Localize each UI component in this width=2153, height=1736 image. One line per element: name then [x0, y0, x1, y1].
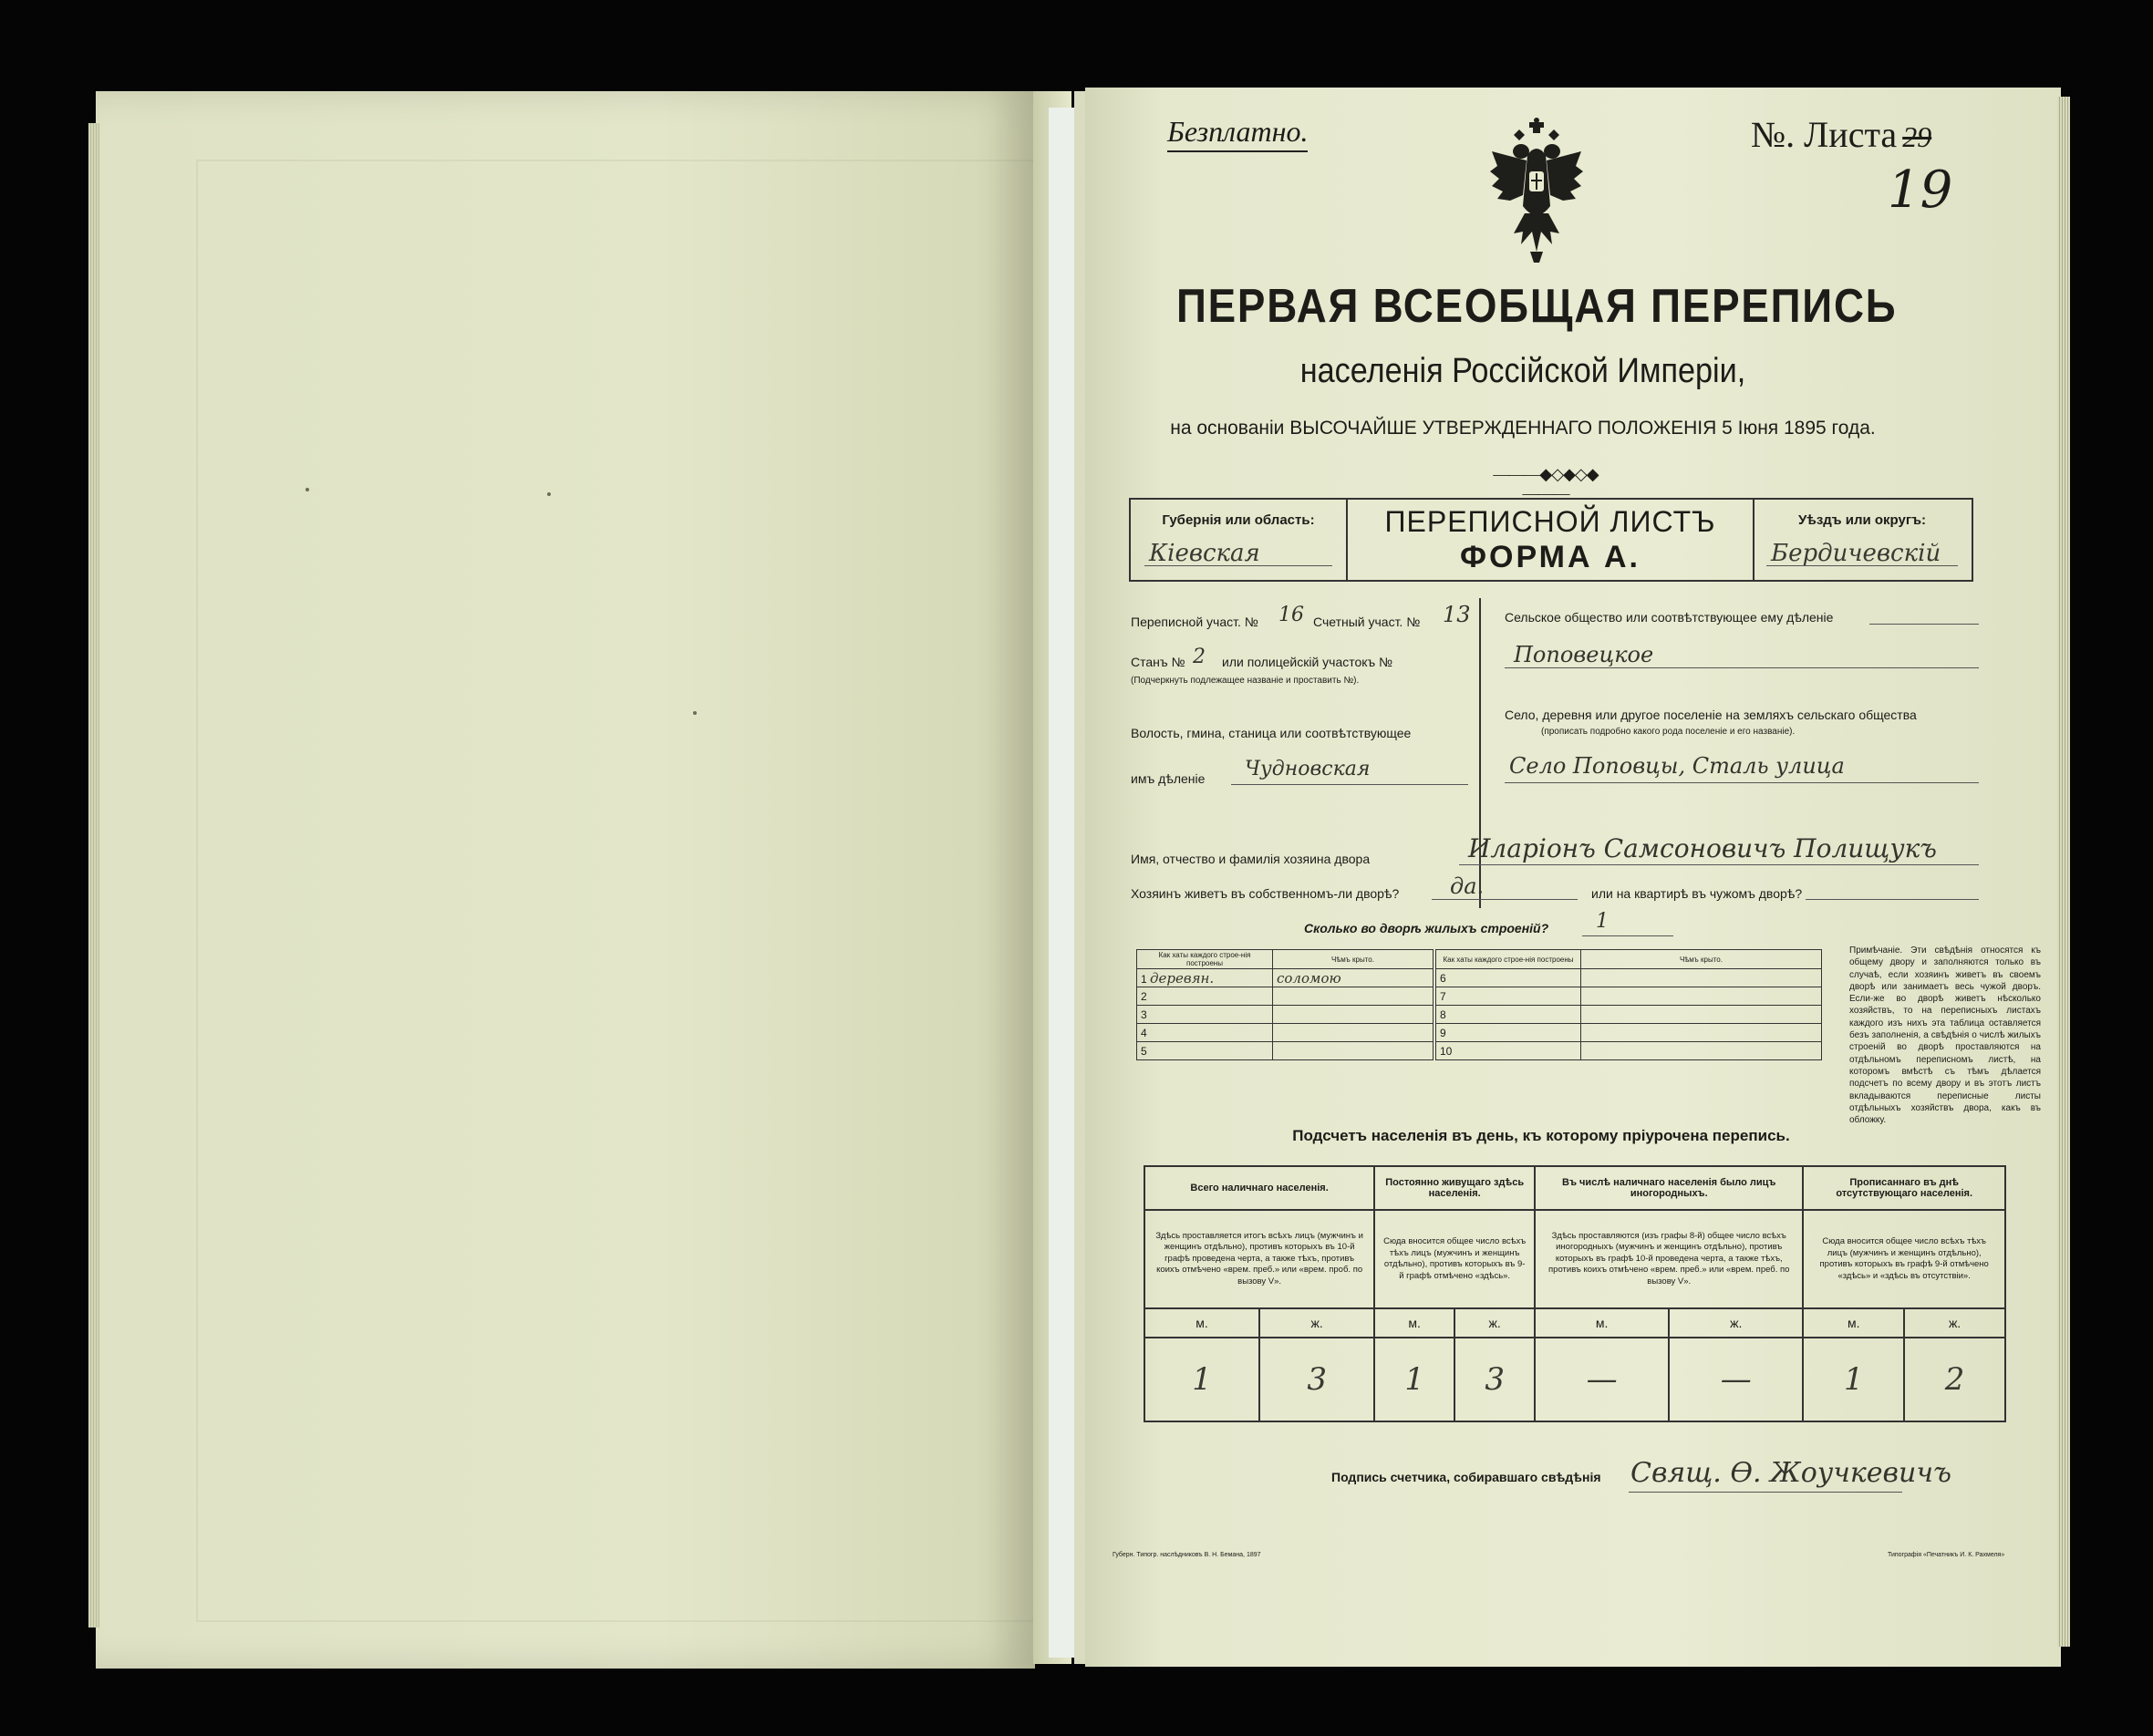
buildings-note: Примѣчаніе. Эти свѣдѣнія относятся къ общему двору и заполняются только въ случаѣ, если хозяинъ живетъ въ своемъ дворѣ или занимаетъ весь чужой дворъ. Если-же во дворѣ живетъ нѣсколько хозяйствъ, то на переписныхъ листахъ каждого изъ нихъ эта таблица оставляется безъ заполненія, а свѣдѣнія о числѣ жилыхъ строеній во дворѣ проставляются на отдѣльномъ переписномъ листѣ, на которомъ вмѣстѣ съ тѣмъ дѣлается подсчетъ по всему двору и въ этотъ листъ вкладываются переписные листы отдѣльныхъ хозяйствъ двора, какъ въ обложку. [1849, 946, 2041, 1126]
row-number: 1 [1141, 972, 1147, 986]
form-title-line-2: ФОРМА А. [1459, 540, 1641, 574]
form-title-line-1: ПЕРЕПИСНОЙ ЛИСТЪ [1384, 505, 1716, 538]
row-number: 8 [1436, 1006, 1581, 1024]
own-yard-line [1432, 899, 1578, 900]
owner-label: Имя, отчество и фамилія хозяина двора [1131, 852, 1371, 866]
total-male-count: 1 [1144, 1338, 1259, 1421]
table-row [1436, 1042, 1822, 1060]
uezd-value: Бердичевскій [1771, 540, 1941, 567]
stan-label: Станъ № [1131, 655, 1185, 669]
row-number: 10 [1436, 1042, 1581, 1060]
table-row [1436, 1006, 1822, 1024]
building-type: деревян. [1150, 969, 1215, 987]
printer-imprint-left: Губерн. Типогр. наслѣдниковъ В. Н. Бемана, 1897 [1113, 1552, 1261, 1558]
gubernia-line [1144, 565, 1332, 566]
free-label: Безплатно. [1167, 115, 1308, 152]
sex-male-label: м. [1535, 1308, 1669, 1338]
left-page-show-through [196, 160, 1039, 1622]
stan-value: 2 [1193, 646, 1206, 668]
sheet-number-label: №. Листа [1751, 114, 1898, 155]
village-value: Село Поповцы, Сталь улица [1509, 753, 1845, 779]
society-line-2 [1505, 667, 1979, 668]
owner-value: Иларіонъ Самсоновичъ Полищукъ [1468, 833, 1937, 863]
table-row [1436, 969, 1822, 987]
volost-label: Волость, гмина, станица или соотвѣтствующее [1131, 726, 1412, 740]
right-page-edge [2057, 97, 2070, 1647]
volost-label-2: имъ дѣленіе [1131, 771, 1206, 786]
census-legal-basis: на основаніи ВЫСОЧАЙШЕ УТВЕРЖДЕННАГО ПОЛОЖЕНІЯ 5 Іюня 1895 года. [1170, 418, 1876, 439]
rented-label: или на квартирѣ въ чужомъ дворѣ? [1591, 886, 1803, 901]
total-female-count: 3 [1259, 1338, 1374, 1421]
permanent-male-count: 1 [1374, 1338, 1454, 1421]
census-title: ПЕРВАЯ ВСЕОБЩАЯ ПЕРЕПИСЬ [1175, 280, 1898, 333]
buildings-count-line [1582, 935, 1673, 936]
census-district-value: 16 [1278, 604, 1304, 626]
row-number: 9 [1436, 1024, 1581, 1042]
sheet-number [1751, 113, 1931, 156]
row-number: 6 [1436, 969, 1581, 987]
table-row [1137, 969, 1434, 987]
census-district-label: Переписной участ. № [1131, 615, 1258, 629]
uezd-label: Уѣздъ или округъ: [1797, 512, 1927, 528]
village-line [1505, 782, 1979, 783]
buildings-count-label: Сколько во дворѣ жилыхъ строеній? [1304, 921, 1549, 935]
enumerator-signature: Свящ. Ѳ. Жоучкевичъ [1630, 1457, 1951, 1489]
volost-value: Чудновская [1245, 758, 1371, 780]
buildings-col-roof: Чѣмъ крыто. [1273, 950, 1434, 969]
sex-male-label: м. [1374, 1308, 1454, 1338]
sheet-number-struck: 29 [1902, 120, 1932, 153]
police-district-label: или полицейскій участокъ № [1222, 655, 1393, 669]
absent-female-count: 2 [1904, 1338, 2005, 1421]
society-value: Поповецкое [1514, 642, 1654, 667]
rented-line [1806, 899, 1979, 900]
population-desc-total: Здѣсь проставляется итогъ всѣхъ лицъ (мужчинъ и женщинъ отдѣльно), противъ которыхъ въ 10-й графѣ проведена черта, а также тѣхъ, противъ коихъ отмѣчено «врем. преб.» или «врем. проб. по вызову V». [1144, 1210, 1374, 1308]
gubernia-value: Кіевская [1149, 540, 1260, 567]
village-note: (прописать подробно какого рода поселеніе и его названіе). [1541, 727, 1796, 737]
sex-female-label: ж. [1904, 1308, 2005, 1338]
sex-female-label: ж. [1259, 1308, 1374, 1338]
peasants-male-count: — [1535, 1338, 1669, 1421]
population-head-total: Всего наличнаго населенія. [1144, 1166, 1374, 1210]
row-number: 7 [1436, 987, 1581, 1006]
absent-male-count: 1 [1803, 1338, 1904, 1421]
left-page [96, 91, 1035, 1669]
own-yard-label: Хозяинъ живетъ въ собственномъ-ли дворѣ? [1131, 886, 1400, 901]
buildings-col-roof-2: Чѣмъ крыто. [1581, 950, 1822, 969]
buildings-table-left [1136, 949, 1434, 1060]
stan-note: (Подчеркнуть подлежащее названіе и проставить №). [1131, 676, 1360, 686]
row-number: 3 [1137, 1006, 1273, 1024]
counting-district-label: Счетный участ. № [1313, 615, 1421, 629]
signature-line [1629, 1492, 1902, 1493]
population-head-absent: Прописаннаго въ днѣ отсутствующаго населенія. [1803, 1166, 2005, 1210]
population-desc-peasants: Здѣсь проставляются (изъ графы 8-й) общее число всѣхъ иногородныхъ (мужчинъ и женщинъ отдѣльно), противъ которыхъ въ графѣ 10-й проведена черта, а также тѣхъ, противъ коихъ отмѣчено «врем. преб.» или «врем. преб. по вызову V». [1535, 1210, 1803, 1308]
imperial-eagle-icon [1486, 115, 1587, 270]
table-row [1436, 987, 1822, 1006]
gubernia-box [1129, 498, 1346, 582]
sex-female-label: ж. [1669, 1308, 1803, 1338]
permanent-female-count: 3 [1454, 1338, 1535, 1421]
row-number: 4 [1137, 1024, 1273, 1042]
sheet-number-handwritten: 19 [1888, 160, 1953, 220]
buildings-col-type: Как хаты каждого строе-нія построены [1137, 950, 1273, 969]
paper-speck [693, 711, 697, 715]
population-head-permanent: Постоянно живущаго здѣсь населенія. [1374, 1166, 1535, 1210]
printer-imprint-right: Типографія «Печатникъ И. К. Рахмеля» [1888, 1552, 2005, 1558]
paper-speck [305, 488, 309, 491]
population-title: Подсчетъ населенія въ день, къ которому пріурочена перепись. [1292, 1127, 1790, 1144]
table-row [1137, 1006, 1434, 1024]
table-row [1436, 1024, 1822, 1042]
sex-male-label: м. [1144, 1308, 1259, 1338]
building-roof: соломою [1273, 969, 1434, 987]
own-yard-value: да. [1450, 873, 1485, 899]
form-title-box [1346, 498, 1754, 582]
population-desc-permanent: Сюда вносится общее число всѣхъ тѣхъ лицъ (мужчинъ и женщинъ отдѣльно), противъ которыхъ въ 9-й графѣ отмѣчено «здѣсь». [1374, 1210, 1535, 1308]
owner-line [1459, 864, 1979, 865]
table-row [1137, 1042, 1434, 1060]
village-label: Село, деревня или другое поселеніе на земляхъ сельскаго общества [1505, 708, 1917, 722]
buildings-table-right [1435, 949, 1822, 1060]
row-number: 2 [1137, 987, 1273, 1006]
paper-speck [547, 492, 551, 496]
population-head-peasants: Въ числѣ наличнаго населенія было лицъ иногородныхъ. [1535, 1166, 1803, 1210]
row-number: 5 [1137, 1042, 1273, 1060]
buildings-col-type-2: Как хаты каждого строе-нія построены [1436, 950, 1581, 969]
society-line-1 [1869, 624, 1979, 625]
peasants-female-count: — [1669, 1338, 1803, 1421]
signature-label: Подпись счетчика, собиравшаго свѣдѣнія [1331, 1470, 1601, 1484]
buildings-count-value: 1 [1596, 910, 1609, 933]
census-subtitle: населенія Россійской Имперіи, [1299, 352, 1746, 390]
volost-line [1231, 784, 1468, 785]
counting-district-value: 13 [1443, 602, 1471, 627]
sex-female-label: ж. [1454, 1308, 1535, 1338]
table-row [1137, 987, 1434, 1006]
census-form-page [1085, 88, 2061, 1667]
society-label: Сельское общество или соотвѣтствующее ему дѣленіе [1505, 610, 1834, 625]
sex-male-label: м. [1803, 1308, 1904, 1338]
ornament-divider: ———◆◇◆◇◆——— [1493, 465, 1599, 502]
gubernia-label: Губернія или область: [1162, 512, 1315, 528]
uezd-line [1766, 565, 1958, 566]
population-table [1144, 1165, 2006, 1422]
left-page-edge [88, 123, 99, 1628]
population-desc-absent: Сюда вносится общее число всѣхъ тѣхъ лицъ (мужчинъ и женщинъ отдѣльно), противъ которыхъ въ графѣ 9-й отмѣчено «здѣсь» и «здѣсь въ отсутствіи». [1803, 1210, 2005, 1308]
uezd-box [1753, 498, 1973, 582]
table-row [1137, 1024, 1434, 1042]
